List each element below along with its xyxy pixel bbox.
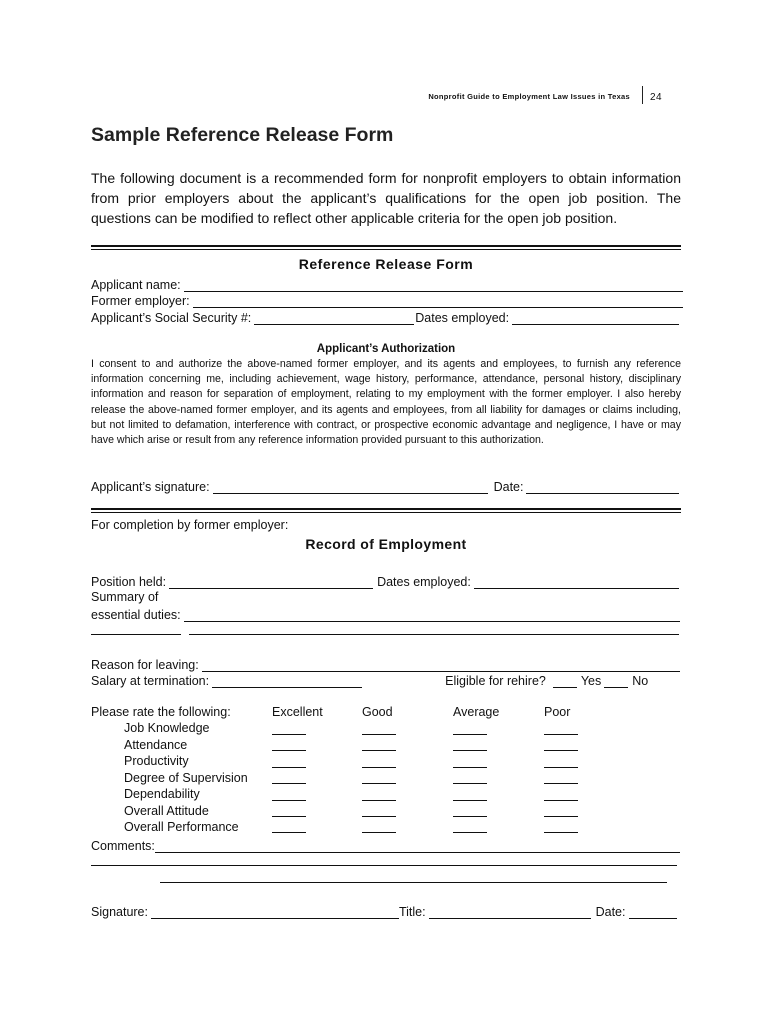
rating-blank[interactable]	[272, 832, 306, 833]
rehire-label: Eligible for rehire?	[445, 674, 546, 688]
rating-blank[interactable]	[362, 816, 396, 817]
rating-blank[interactable]	[544, 734, 578, 735]
summary-field[interactable]	[184, 610, 680, 622]
ssn-label: Applicant’s Social Security #:	[91, 311, 252, 325]
rating-blank[interactable]	[272, 816, 306, 817]
rating-blank[interactable]	[272, 783, 306, 784]
former-employer-field[interactable]	[193, 296, 683, 308]
rating-item-overall-attitude: Overall Attitude	[124, 804, 209, 818]
rating-item-attendance: Attendance	[124, 738, 188, 752]
rating-blank[interactable]	[453, 783, 487, 784]
authorization-title: Applicant’s Authorization	[316, 343, 456, 355]
employer-intro: For completion by former employer:	[91, 518, 289, 532]
reason-field[interactable]	[202, 660, 680, 672]
reason-label: Reason for leaving:	[91, 658, 199, 672]
footer-signature-row	[91, 903, 677, 919]
applicant-signature-label: Applicant’s signature:	[91, 480, 210, 494]
comments-line-3[interactable]	[160, 882, 667, 883]
rating-blank[interactable]	[453, 767, 487, 768]
rating-item-degree-of-supervision: Degree of Supervision	[124, 771, 248, 785]
rating-item-dependability: Dependability	[124, 787, 200, 801]
rating-blank[interactable]	[362, 750, 396, 751]
footer-date-label: Date:	[595, 905, 626, 919]
comments-field[interactable]	[155, 841, 680, 853]
rating-blank[interactable]	[362, 800, 396, 801]
intro-paragraph: The following document is a recommended form for nonprofit employers to obtain information from prior employers about the applicant’s qualifications for the open job position. The questions can be modified to reflect other applicable criteria for the open job position.	[91, 170, 681, 226]
form-title: Reference Release Form	[298, 256, 474, 272]
rating-item-overall-performance: Overall Performance	[124, 820, 239, 834]
dates-employed-label: Dates employed:	[415, 311, 510, 325]
reason-row	[91, 656, 680, 672]
rehire-no-label: No	[632, 674, 649, 688]
footer-signature-label: Signature:	[91, 905, 148, 919]
summary-row	[91, 606, 680, 622]
page-number: 24	[650, 92, 663, 103]
rating-blank[interactable]	[362, 734, 396, 735]
rating-blank[interactable]	[453, 734, 487, 735]
applicant-date-label: Date:	[493, 480, 524, 494]
applicant-signature-field[interactable]	[213, 482, 488, 494]
position-label: Position held:	[91, 575, 167, 589]
rating-col-poor: Poor	[544, 705, 571, 719]
section-divider	[91, 245, 681, 250]
employer-dates-field[interactable]	[474, 577, 679, 589]
rating-blank[interactable]	[272, 800, 306, 801]
summary-line-a[interactable]	[91, 634, 181, 635]
applicant-date-field[interactable]	[526, 482, 679, 494]
summary-label-2: essential duties:	[91, 608, 181, 622]
rating-prompt: Please rate the following:	[91, 705, 231, 719]
applicant-name-field[interactable]	[184, 280, 683, 292]
rating-col-excellent: Excellent	[272, 705, 323, 719]
rating-blank[interactable]	[544, 832, 578, 833]
running-header: Nonprofit Guide to Employment Law Issues in Texas	[428, 92, 630, 101]
rating-blank[interactable]	[362, 832, 396, 833]
rating-blank[interactable]	[362, 767, 396, 768]
former-employer-label: Former employer:	[91, 294, 190, 308]
position-field[interactable]	[169, 577, 373, 589]
rating-blank[interactable]	[453, 832, 487, 833]
summary-line-b[interactable]	[189, 634, 679, 635]
rehire-yes-label: Yes	[580, 674, 602, 688]
rating-item-job-knowledge: Job Knowledge	[124, 721, 210, 735]
dates-employed-field[interactable]	[512, 313, 679, 325]
rating-blank[interactable]	[453, 816, 487, 817]
ssn-row	[91, 309, 679, 325]
rating-blank[interactable]	[544, 816, 578, 817]
rehire-no-blank[interactable]	[604, 676, 628, 688]
footer-signature-field[interactable]	[151, 907, 399, 919]
rating-blank[interactable]	[544, 750, 578, 751]
page-title: Sample Reference Release Form	[91, 124, 394, 146]
footer-date-field[interactable]	[629, 907, 678, 919]
ssn-field[interactable]	[254, 313, 414, 325]
rating-blank[interactable]	[544, 767, 578, 768]
salary-label: Salary at termination:	[91, 674, 210, 688]
footer-title-label: Title:	[398, 905, 426, 919]
rating-col-good: Good	[362, 705, 393, 719]
rating-blank[interactable]	[453, 800, 487, 801]
applicant-signature-row	[91, 478, 679, 494]
rating-blank[interactable]	[544, 783, 578, 784]
header-divider	[642, 86, 643, 104]
rating-item-productivity: Productivity	[124, 754, 189, 768]
footer-title-field[interactable]	[429, 907, 591, 919]
rating-blank[interactable]	[272, 734, 306, 735]
employer-dates-label: Dates employed:	[377, 575, 471, 589]
rehire-yes-blank[interactable]	[553, 676, 577, 688]
comments-row	[91, 837, 680, 853]
applicant-name-row	[91, 276, 683, 292]
rating-blank[interactable]	[453, 750, 487, 751]
salary-row	[91, 672, 671, 688]
rating-blank[interactable]	[544, 800, 578, 801]
section-divider-2	[91, 508, 681, 513]
position-row	[91, 573, 679, 589]
summary-label-1: Summary of	[91, 590, 159, 604]
record-title: Record of Employment	[305, 536, 467, 552]
rating-blank[interactable]	[272, 750, 306, 751]
former-employer-row	[91, 292, 683, 308]
rating-col-average: Average	[453, 705, 500, 719]
rating-blank[interactable]	[272, 767, 306, 768]
rating-blank[interactable]	[362, 783, 396, 784]
consent-text: I consent to and authorize the above-named former employer, and its agents and employees, to furnish any reference information concerning me, including achievement, wage history, performance, attendance, personal history, disciplinary information and reason for separation of employment, relating to my employment with the former employer. I also hereby release the above-named former employer, and its agents and employees, from all liability for damages or claims including, but not limited to defamation, interference with contract, or prospective economic advantage and negligence, I have or may have which arise or result from any reference information provided pursuant to this authorization.	[91, 358, 681, 447]
salary-field[interactable]	[212, 676, 362, 688]
applicant-name-label: Applicant name:	[91, 278, 181, 292]
comments-line-2[interactable]	[91, 865, 677, 866]
comments-label: Comments:	[91, 839, 155, 853]
